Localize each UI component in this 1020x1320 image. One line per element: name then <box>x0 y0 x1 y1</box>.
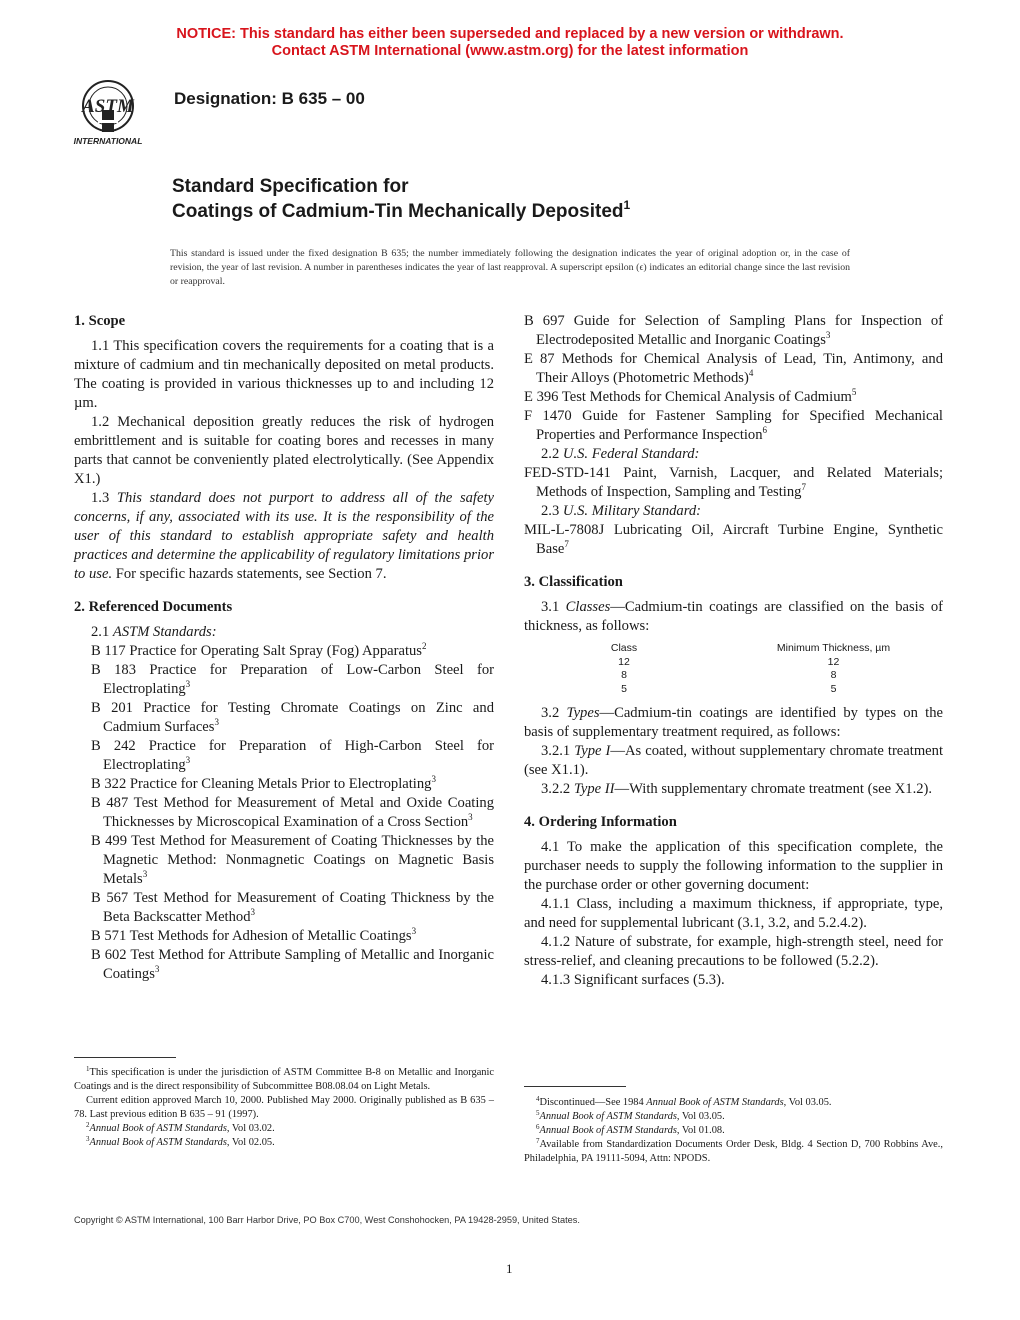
classification-3-2-2 <box>524 780 943 799</box>
footnote-2-mark: 2 <box>86 1121 90 1129</box>
military-item-text: MIL-L-7808J Lubricating Oil, Aircraft Turbine Engine, Synthetic Base <box>524 522 943 557</box>
ordering-4-1-2: 4.1.2 Nature of substrate, for example, high-strength steel, need for stress-relief, and cleaning precautions to be followed (5.2.2). <box>524 934 943 969</box>
reference-text: B 201 Practice for Testing Chromate Coatings on Zinc and Cadmium Surfaces <box>91 700 494 735</box>
footnote-6-tail: , Vol 01.08. <box>676 1125 725 1136</box>
astm-logo-icon <box>62 76 162 148</box>
footnote-7-mark: 7 <box>536 1137 540 1145</box>
reference-footnote-mark: 3 <box>250 907 256 917</box>
withdrawal-notice <box>0 26 1020 60</box>
table-row <box>524 683 943 697</box>
class-3-2-label: Types <box>566 705 600 721</box>
table-header-row <box>524 642 943 656</box>
reference-footnote-mark: 3 <box>825 330 831 340</box>
military-num: 2.3 <box>541 503 560 519</box>
federal-standard-label <box>524 445 943 464</box>
table-row <box>524 656 943 670</box>
issued-note: This standard is issued under the fixed designation B 635; the number immediately following the designation indicates the year of original adoption or, in the case of revision, the year of last revision. A number in parentheses indicates the year of last reapproval. A superscript epsilon (ϵ) indicates an editorial change since the last revision or reapproval. <box>170 248 850 287</box>
reference-item <box>74 699 494 737</box>
astm-standards-list-right <box>524 312 943 445</box>
table-cell: 5 <box>830 682 837 695</box>
reference-item <box>74 794 494 832</box>
reference-text: B 487 Test Method for Measurement of Metal and Oxide Coating Thicknesses by Microscopical Examination of a Cross Section <box>91 795 494 830</box>
class-3-2-1-num: 3.2.1 <box>541 743 571 759</box>
title-footnote-mark: 1 <box>623 198 631 212</box>
footnote-2-italic: Annual Book of ASTM Standards <box>89 1123 227 1134</box>
footnote-5-italic: Annual Book of ASTM Standards <box>539 1111 677 1122</box>
federal-item-fn: 7 <box>801 482 806 492</box>
ordering-4-1-3: 4.1.3 Significant surfaces (5.3). <box>541 972 725 988</box>
astm-standards-list-left <box>74 642 494 984</box>
class-3-2-2-num: 3.2.2 <box>541 781 571 797</box>
class-3-2-2-text: —With supplementary chromate treatment (see X1.2). <box>614 781 933 797</box>
reference-text: B 567 Test Method for Measurement of Coating Thickness by the Beta Backscatter Method <box>91 890 494 925</box>
footnotes-left <box>74 1066 494 1150</box>
footnote-4-tail: , Vol 03.05. <box>783 1097 832 1108</box>
table-row <box>524 669 943 683</box>
reference-item <box>74 832 494 889</box>
footnote-4 <box>524 1096 943 1110</box>
classification-3-1 <box>524 598 943 636</box>
scope-1-3-tail: For specific hazards statements, see Section 7. <box>115 566 387 582</box>
classification-heading: 3. Classification <box>524 574 623 590</box>
reference-text: B 697 Guide for Selection of Sampling Plans for Inspection of Electrodeposited Metallic and Inorganic Coatings <box>524 313 943 348</box>
class-3-1-text: —Cadmium-tin coatings are classified on the basis of thickness, as follows: <box>524 599 943 634</box>
class-thickness-table <box>524 642 943 696</box>
notice-line-1: NOTICE: This standard has either been superseded and replaced by a new version or withdrawn. <box>176 26 844 42</box>
ordering-4-1: 4.1 To make the application of this specification complete, the purchaser needs to supply the following information to the supplier in the purchase order or other governing document: <box>524 839 943 893</box>
reference-text: F 1470 Guide for Fastener Sampling for Specified Mechanical Properties and Performance Inspection <box>524 408 943 443</box>
astm-standards-num: 2.1 <box>91 624 110 640</box>
footnote-3-italic: Annual Book of ASTM Standards <box>89 1137 227 1148</box>
title-line-2-text: Coatings of Cadmium-Tin Mechanically Deposited <box>172 201 624 222</box>
footnote-1-text: This specification is under the jurisdiction of ASTM Committee B-8 on Metallic and Inorganic Coatings and is the direct responsibility of Subcommittee B08.08.04 on Light Metals. <box>74 1067 494 1092</box>
class-3-1-label: Classes <box>565 599 611 615</box>
military-item-fn: 7 <box>564 539 569 549</box>
footnote-7 <box>524 1138 943 1166</box>
federal-label-text: U.S. Federal Standard: <box>562 446 700 462</box>
military-standard-item <box>524 521 943 559</box>
reference-item <box>524 407 943 445</box>
reference-footnote-mark: 2 <box>422 641 427 651</box>
table-cell: 12 <box>618 655 630 668</box>
reference-item <box>74 642 494 661</box>
document-title <box>172 174 630 224</box>
reference-item <box>74 737 494 775</box>
classification-3-2-1 <box>524 742 943 780</box>
footnote-4-pre: Discontinued—See 1984 <box>539 1097 647 1108</box>
reference-footnote-mark: 3 <box>431 774 436 784</box>
logo-letters: ASTM <box>82 96 134 117</box>
reference-item <box>74 946 494 984</box>
footnote-7-text: Available from Standardization Documents Order Desk, Bldg. 4 Section D, 700 Robbins Ave., Philadelphia, PA 19111-5094, Attn: NPODS. <box>524 1139 943 1164</box>
footnote-4-mark: 4 <box>536 1095 540 1103</box>
right-column <box>524 312 943 990</box>
reference-text: B 183 Practice for Preparation of Low-Carbon Steel for Electroplating <box>91 662 494 697</box>
reference-text: B 602 Test Method for Attribute Sampling of Metallic and Inorganic Coatings <box>91 947 494 982</box>
scope-1-2: 1.2 Mechanical deposition greatly reduces the risk of hydrogen embrittlement and is suitable for coating bores and recesses in many parts that cannot be conveniently plated electrolytically. (See Appendix X1.) <box>74 414 494 487</box>
footnote-5-tail: , Vol 03.05. <box>676 1111 725 1122</box>
astm-logo <box>62 76 162 148</box>
reference-footnote-mark: 3 <box>185 679 191 689</box>
astm-standards-label <box>74 623 494 642</box>
federal-num: 2.2 <box>541 446 560 462</box>
ordering-4-1-1: 4.1.1 Class, including a maximum thickness, if appropriate, type, and need for supplemental lubricant (3.1, 3.2, and 5.2.4.2). <box>524 896 943 931</box>
notice-line-2: Contact ASTM International (www.astm.org) for the latest information <box>271 43 749 59</box>
left-column <box>74 312 494 984</box>
reference-text: E 396 Test Methods for Chemical Analysis of Cadmium <box>524 389 852 405</box>
scope-1-1: 1.1 This specification covers the requirements for a coating that is a mixture of cadmium and tin mechanically deposited on metal products. The coating is provided in various thicknesses up to and including 12 µm. <box>74 338 494 411</box>
reference-footnote-mark: 3 <box>468 812 473 822</box>
scope-1-3-num: 1.3 <box>91 490 110 506</box>
federal-item-text: FED-STD-141 Paint, Varnish, Lacquer, and Related Materials; Methods of Inspection, Sampling and Testing <box>524 465 943 500</box>
footnote-2-tail: , Vol 03.02. <box>226 1123 275 1134</box>
reference-item <box>74 927 494 946</box>
reference-item <box>74 661 494 699</box>
reference-item <box>74 889 494 927</box>
reference-text: B 322 Practice for Cleaning Metals Prior to Electroplating <box>91 776 432 792</box>
reference-footnote-mark: 3 <box>214 717 219 727</box>
class-3-2-text: —Cadmium-tin coatings are identified by types on the basis of supplementary treatment required, as follows: <box>524 705 944 740</box>
footnote-6-italic: Annual Book of ASTM Standards <box>539 1125 677 1136</box>
class-3-2-1-label: Type I <box>574 743 611 759</box>
footnote-2 <box>74 1122 494 1136</box>
footnotes-right <box>524 1096 943 1166</box>
footnote-1b: Current edition approved March 10, 2000. Published May 2000. Originally published as B 635 – 78. Last previous edition B 635 – 91 (1997). <box>74 1095 494 1120</box>
reference-footnote-mark: 3 <box>142 869 148 879</box>
reference-item <box>524 388 943 407</box>
class-3-2-1-text: —As coated, without supplementary chromate treatment (see X1.1). <box>524 743 943 778</box>
reference-footnote-mark: 3 <box>154 964 160 974</box>
footnote-5 <box>524 1110 943 1124</box>
footnote-5-mark: 5 <box>536 1109 540 1117</box>
footnote-3 <box>74 1136 494 1150</box>
table-header-thickness: Minimum Thickness, µm <box>776 642 891 654</box>
class-3-2-num: 3.2 <box>541 705 560 721</box>
footnote-6-mark: 6 <box>536 1123 540 1131</box>
title-line-2 <box>172 199 630 224</box>
federal-standard-item <box>524 464 943 502</box>
reference-footnote-mark: 3 <box>411 926 417 936</box>
military-standard-label <box>524 502 943 521</box>
reference-text: B 117 Practice for Operating Salt Spray (Fog) Apparatus <box>91 643 422 659</box>
astm-standards-label-text: ASTM Standards: <box>112 624 217 640</box>
reference-footnote-mark: 6 <box>762 425 768 435</box>
reference-text: E 87 Methods for Chemical Analysis of Lead, Tin, Antimony, and Their Alloys (Photometric Methods) <box>524 351 943 386</box>
table-cell: 12 <box>827 655 840 668</box>
title-line-1: Standard Specification for <box>172 176 409 197</box>
designation: Designation: B 635 – 00 <box>174 89 365 108</box>
ordering-heading: 4. Ordering Information <box>524 814 677 830</box>
scope-1-3-italic: This standard does not purport to address all of the safety concerns, if any, associated with its use. It is the responsibility of the user of this standard to establish appropriate safety and health practices and determine the applicability of regulatory limitations prior to use. <box>74 490 494 582</box>
table-cell: 8 <box>621 669 627 681</box>
table-cell: 8 <box>830 669 837 681</box>
classification-3-2 <box>524 704 943 742</box>
footnote-divider-left <box>74 1057 176 1058</box>
reference-footnote-mark: 3 <box>185 755 191 765</box>
referenced-heading: 2. Referenced Documents <box>74 599 233 615</box>
table-header-class: Class <box>610 642 638 654</box>
reference-item <box>524 312 943 350</box>
reference-item <box>74 775 494 794</box>
class-3-1-num: 3.1 <box>541 599 560 615</box>
copyright: Copyright © ASTM International, 100 Barr Harbor Drive, PO Box C700, West Conshohocken, PA 19428-2959, United States. <box>74 1215 580 1225</box>
footnote-3-mark: 3 <box>86 1135 90 1143</box>
table-cell: 5 <box>621 682 627 695</box>
reference-item <box>524 350 943 388</box>
reference-footnote-mark: 5 <box>851 387 857 397</box>
class-3-2-2-label: Type II <box>573 781 615 797</box>
footnote-6 <box>524 1124 943 1138</box>
reference-text: B 571 Test Methods for Adhesion of Metallic Coatings <box>91 928 412 944</box>
scope-1-3 <box>74 489 494 584</box>
logo-caption: INTERNATIONAL <box>73 136 143 146</box>
scope-heading: 1. Scope <box>74 313 126 329</box>
reference-footnote-mark: 4 <box>748 368 754 378</box>
page-number: 1 <box>506 1261 513 1276</box>
footnote-3-tail: , Vol 02.05. <box>226 1137 275 1148</box>
footnote-divider-right <box>524 1086 626 1087</box>
reference-text: B 242 Practice for Preparation of High-Carbon Steel for Electroplating <box>91 738 494 773</box>
reference-text: B 499 Test Method for Measurement of Coating Thicknesses by the Magnetic Method: Nonmagnetic Coatings on Magnetic Basis Metals <box>91 833 494 887</box>
footnote-4-italic: Annual Book of ASTM Standards <box>646 1097 784 1108</box>
footnote-1-mark: 1 <box>86 1065 90 1073</box>
footnote-1 <box>74 1066 494 1094</box>
military-label-text: U.S. Military Standard: <box>562 503 701 519</box>
